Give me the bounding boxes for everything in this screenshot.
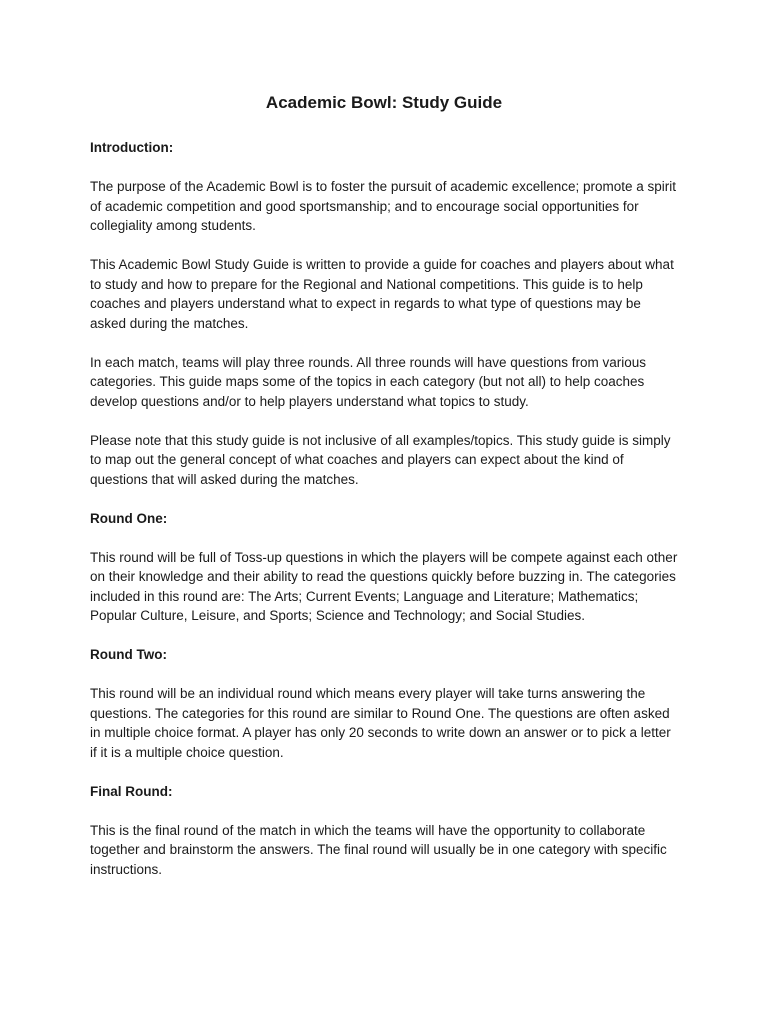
section-heading-round-one: Round One:: [90, 510, 168, 526]
section-introduction: [90, 138, 678, 489]
paragraph: The purpose of the Academic Bowl is to foster the pursuit of academic excellence; promote a spirit of academic competition and good sportsmanship; and to encourage social opportunities for collegiality among students.: [90, 179, 677, 233]
paragraph: This round will be an individual round which means every player will take turns answering the questions. The categories for this round are similar to Round One. The questions are often asked in multiple choice format. A player has only 20 seconds to write down an answer or to pick a letter if it is a multiple choice question.: [90, 686, 671, 760]
document-body: [90, 138, 678, 899]
document-title: Academic Bowl: Study Guide: [265, 93, 503, 112]
paragraph: This round will be full of Toss-up questions in which the players will be compete against each other on their knowledge and their ability to read the questions quickly before buzzing in. The categories included in this round are: The Arts; Current Events; Language and Literature; Mathematics; Popular Culture, Leisure, and Sports; Science and Technology; and Social Studies.: [90, 549, 678, 623]
section-heading-round-two: Round Two:: [90, 647, 167, 662]
paragraph: Please note that this study guide is not inclusive of all examples/topics. This study guide is simply to map out the general concept of what coaches and players can expect about the kind of questions that will asked during the matches.: [90, 432, 671, 487]
section-heading-introduction: Introduction:: [90, 140, 174, 155]
section-round-two: [90, 645, 678, 762]
paragraph: This Academic Bowl Study Guide is written to provide a guide for coaches and players about what to study and how to prepare for the Regional and National competitions. This guide is to help coaches and players understand what to expect in regards to what type of questions may be asked during the matches.: [90, 257, 674, 331]
paragraph: This is the final round of the match in which the teams will have the opportunity to collaborate together and brainstorm the answers. The final round will usually be in one category with specific instructions.: [90, 822, 667, 877]
section-final-round: [90, 782, 678, 880]
section-round-one: [90, 509, 678, 626]
paragraph: In each match, teams will play three rounds. All three rounds will have questions from various categories. This guide maps some of the topics in each category (but not all) to help coaches develop questions and/or to help players understand what topics to study.: [90, 354, 647, 409]
section-heading-final-round: Final Round:: [90, 783, 173, 799]
